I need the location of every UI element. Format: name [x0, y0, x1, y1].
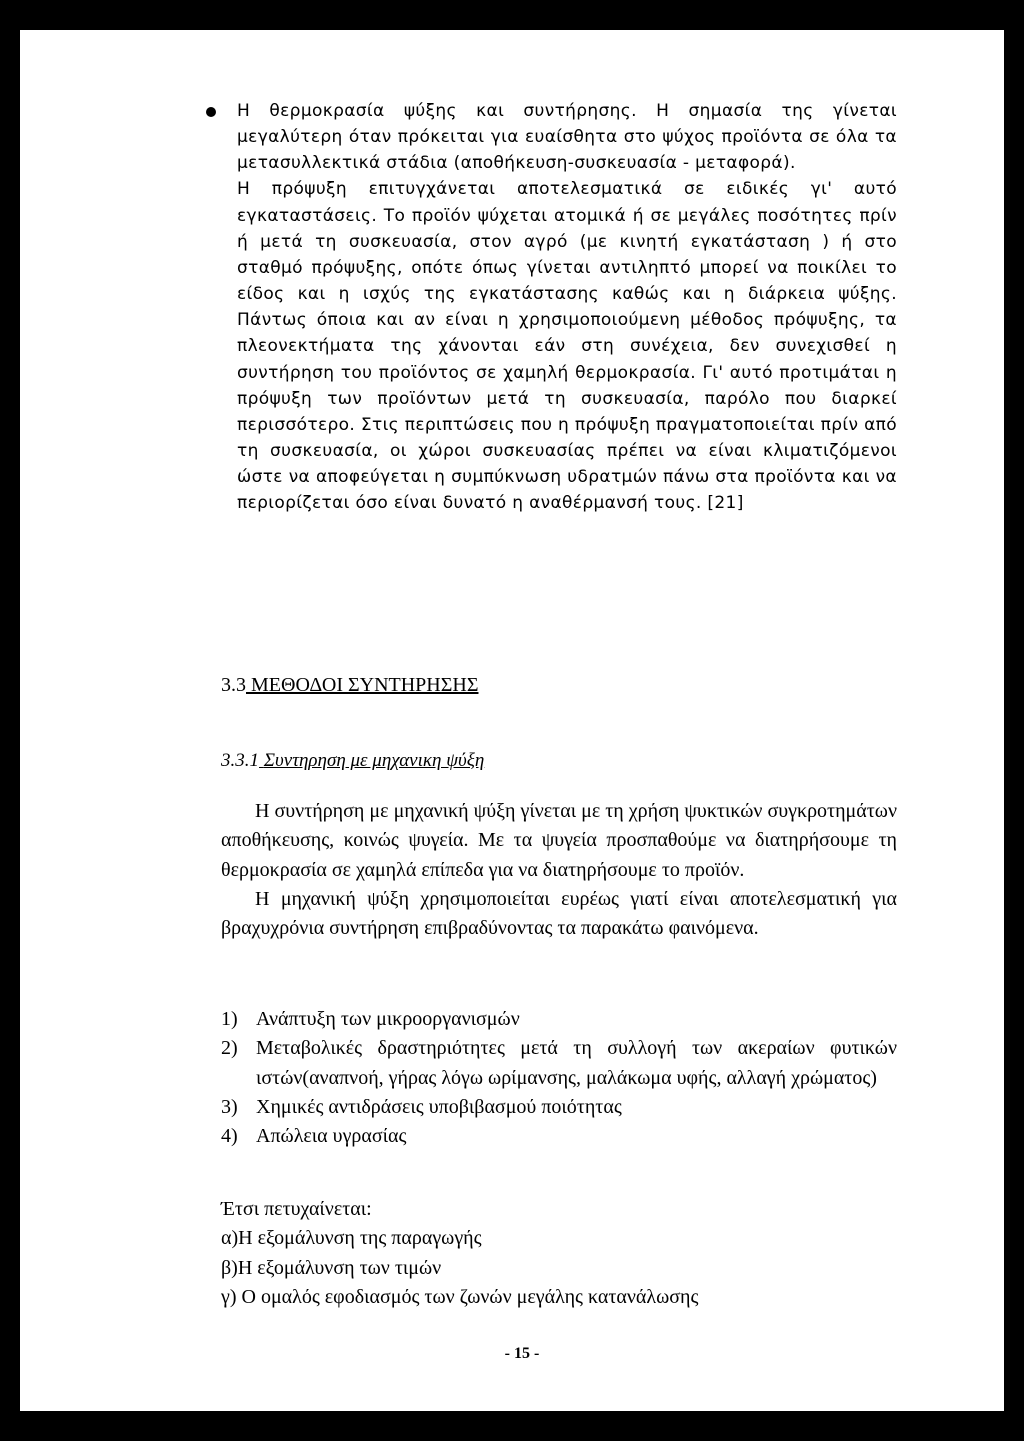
page-number: - 15 -: [504, 1345, 540, 1362]
list-item-text: Απώλεια υγρασίας: [256, 1125, 407, 1148]
list-item-number: 3): [221, 1095, 238, 1118]
result-b: β)Η εξομάλυνση των τιμών: [221, 1256, 442, 1279]
results-block: [221, 1195, 897, 1312]
list-item: [221, 1122, 897, 1151]
mechanical-paragraph-2: Η μηχανική ψύξη χρησιμοποιείται ευρέως γιατί είναι αποτελεσματική για βραχυχρόνια συντήρηση επιβραδύνοντας τα παρακάτω φαινόμενα.: [221, 887, 897, 940]
list-item-text: Χημικές αντιδράσεις υποβιβασμού ποιότητας: [256, 1095, 622, 1118]
bullet-paragraph: [237, 98, 897, 517]
result-a: α)Η εξομάλυνση της παραγωγής: [221, 1227, 482, 1250]
list-item-number: 2): [221, 1037, 238, 1060]
results-intro: Έτσι πετυχαίνεται:: [221, 1198, 372, 1220]
list-item: [221, 1034, 897, 1093]
mechanical-paragraph-1: Η συντήρηση με μηχανική ψύξη γίνεται με τη χρήση ψυκτικών συγκροτημάτων αποθήκευσης, κοινώς ψυγεία. Με τα ψυγεία προσπαθούμε να διατηρήσουμε τη θερμοκρασία σε χαμηλά επίπεδα για να διατηρήσουμε το προϊόν.: [221, 800, 897, 881]
list-item: [221, 1005, 897, 1034]
bullet-icon: [206, 107, 216, 117]
bullet-text-2: Η πρόψυξη επιτυγχάνεται αποτελεσματικά σε ειδικές γι' αυτό εγκαταστάσεις. Το προϊόν ψύχεται ατομικά ή σε μεγάλες ποσότητες πρίν ή μετά τη συσκευασία, στον αγρό (με κινητή εγκατάσταση ) ή στο σταθμό πρόψυξης, οπότε όπως γίνεται αντιληπτό μπορεί να ποικίλει το είδος και η ισχύς της εγκατάστασης καθώς και η διάρκεια ψύξης. Πάντως όποια και αν είναι η χρησιμοποιούμενη μέθοδος πρόψυξης, τα πλεονεκτήματα της χάνονται εάν στη συνέχεια, δεν συνεχισθεί η συντήρηση του προϊόντος σε χαμηλή θερμοκρασία. Γι' αυτό προτιμάται η πρόψυξη των προϊόντων μετά τη συσκευασία, παρόλο που διαρκεί περισσότερο. Στις περιπτώσεις που η πρόψυξη πραγματοποιείται πρίν από τη συσκευασία, οι χώροι συσκευασίας πρέπει να είναι κλιματιζόμενοι ώστε να αποφεύγεται η συμπύκνωση υδρατμών πάνω στα προϊόντα και να περιορίζεται όσο είναι δυνατό η αναθέρμανσή τους. [21]: [237, 179, 897, 514]
list-item-number: 1): [221, 1008, 238, 1030]
bullet-text-1: Η θερμοκρασία ψύξης και συντήρησης. Η σημασία της γίνεται μεγαλύτερη όταν πρόκειται για ευαίσθητα στο ψύχος προϊόντα σε όλα τα μετασυλλεκτικά στάδια (αποθήκευση-συσκευασία - μεταφορά).: [237, 101, 897, 174]
mechanical-cooling-text: [221, 797, 897, 943]
result-c: γ) Ο ομαλός εφοδιασμός των ζωνών μεγάλης κατανάλωσης: [221, 1285, 699, 1308]
subsection-title: Συντηρηση με μηχανικη ψύξη: [263, 750, 485, 771]
section-number: 3.3: [221, 674, 246, 696]
subsection-heading: [221, 749, 484, 773]
list-item-text: Ανάπτυξη των μικροοργανισμών: [256, 1008, 520, 1030]
list-item: [221, 1093, 897, 1122]
subsection-number: 3.3.1: [221, 750, 259, 771]
section-heading: [221, 672, 478, 698]
list-item-number: 4): [221, 1125, 238, 1148]
list-item-text: Μεταβολικές δραστηριότητες μετά τη συλλογή των ακεραίων φυτικών ιστών(αναπνοή, γήρας λόγω ωρίμανσης, μαλάκωμα υφής, αλλαγή χρώματος): [256, 1037, 897, 1089]
effects-list: [221, 1005, 897, 1151]
section-title: ΜΕΘΟΔΟΙ ΣΥΝΤΗΡΗΣΗΣ: [251, 674, 479, 696]
